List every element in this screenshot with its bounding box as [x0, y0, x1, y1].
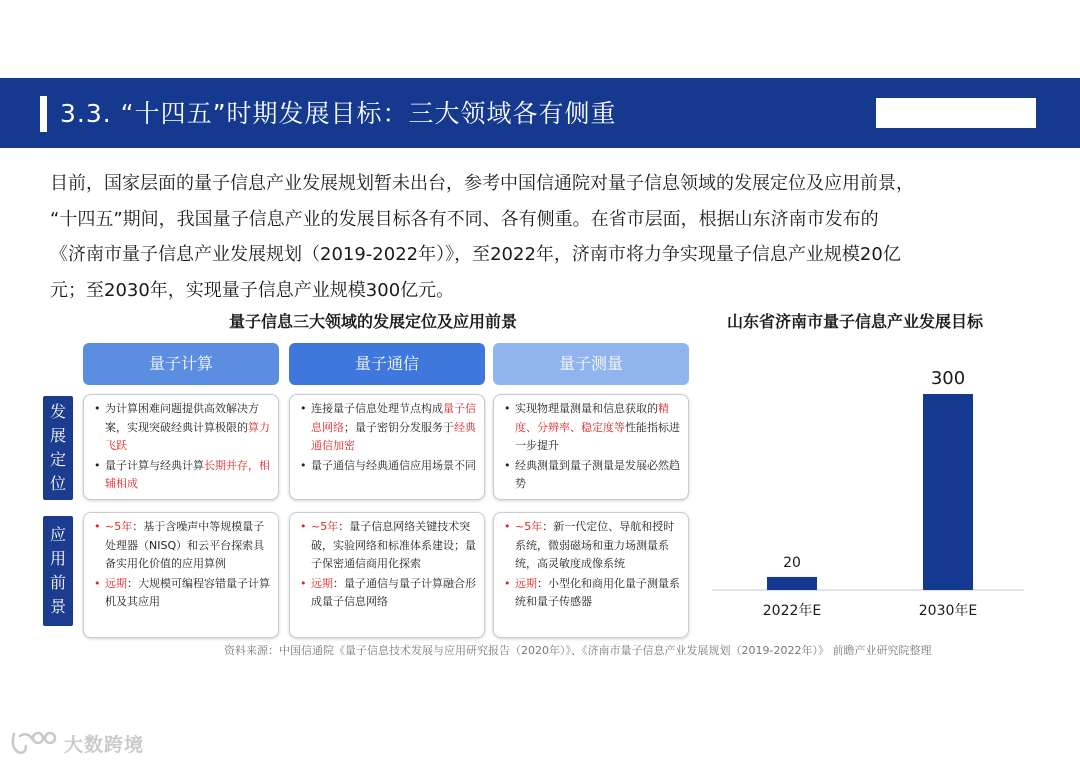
row-label-positioning	[43, 396, 73, 500]
column-header-measurement: 量子测量	[493, 343, 689, 385]
row-label-char: 定	[49, 450, 66, 469]
highlight-text: 经典通信加密	[311, 420, 476, 452]
highlight-text: 远期	[105, 576, 127, 590]
chart-bar	[923, 394, 973, 590]
bar-chart-svg	[712, 338, 1032, 628]
cell-prospects-measurement	[493, 512, 689, 638]
bullet-item: • 连接量子信息处理节点构成量子信息网络；量子密钥分发服务于经典通信加密	[300, 402, 476, 452]
bar-chart	[712, 338, 1032, 628]
column-header-communication: 量子通信	[289, 343, 485, 385]
highlight-text: 远期	[515, 576, 537, 590]
brand-logo-icon	[10, 730, 60, 756]
row-label-char: 前	[49, 573, 66, 592]
bullet-text: ：新一代定位、导航和授时系统，微弱磁场和重力场测量系统，高灵敏度成像系统	[515, 520, 675, 570]
intro-line: 目前，国家层面的量子信息产业发展规划暂未出台，参考中国信通院对量子信息领域的发展定位及应用前景，	[50, 173, 914, 194]
bullet-text: ：量子通信与量子计算融合形成量子信息网络	[311, 576, 476, 608]
bullet-text: 为计算困难问题提供高效解决方案，实现突破经典计算极限的	[105, 402, 259, 434]
data-label: 300	[930, 368, 966, 389]
bullet-item: • ~5年：基于含噪声中等规模量子处理器（NISQ）和云平台探索具备实用化价值的应用算例	[94, 520, 265, 570]
bullet-text: 性能指标进一步提升	[515, 420, 680, 452]
row-label-char: 应	[49, 525, 66, 544]
bullet-text: ；量子密钥分发服务于	[344, 420, 454, 434]
data-label: 20	[783, 554, 801, 571]
watermark-text: 大数跨境	[64, 733, 145, 756]
cell-prospects-computing	[83, 512, 279, 638]
bullet-text: 实现物理量测量和信息获取的	[515, 402, 658, 415]
bullet-item: • ~5年：量子信息网络关键技术突破，实验网络和标准体系建设；量子保密通信商用化探索	[300, 520, 476, 570]
highlight-text: 长期并存，相辅相成	[105, 458, 270, 490]
bullet-text: 经典测量到量子测量是发展必然趋势	[515, 458, 680, 490]
chart-bar	[767, 577, 817, 590]
row-label-char: 位	[49, 474, 66, 493]
matrix-title: 量子信息三大领域的发展定位及应用前景	[229, 312, 518, 331]
bullet-text: ：小型化和商用化量子测量系统和量子传感器	[515, 576, 680, 608]
cell-positioning-computing	[83, 394, 279, 500]
highlight-text: 精度、分辨率、稳定度等	[515, 402, 669, 434]
chart-title: 山东省济南市量子信息产业发展目标	[727, 312, 984, 331]
bullet-item: • 远期：小型化和商用化量子测量系统和量子传感器	[504, 576, 680, 608]
highlight-text: ~5年	[311, 520, 339, 533]
intro-line: “十四五”期间，我国量子信息产业的发展目标各有不同、各有侧重。在省市层面，根据山东济南市发布的	[50, 208, 879, 230]
bullet-text: 量子通信与经典通信应用场景不同	[311, 458, 476, 472]
x-tick-label: 2022年E	[762, 603, 822, 619]
bullet-item: • 为计算困难问题提供高效解决方案，实现突破经典计算极限的算力飞跃	[94, 402, 270, 452]
bullet-text: 量子计算与经典计算	[105, 458, 204, 472]
cell-positioning-communication	[289, 394, 485, 500]
row-label-char: 景	[49, 597, 66, 616]
row-label-char: 用	[49, 549, 66, 568]
intro-paragraph	[50, 166, 1040, 308]
highlight-text: 算力飞跃	[105, 420, 270, 452]
bullet-item: • 经典测量到量子测量是发展必然趋势	[504, 458, 680, 490]
highlight-text: 量子信息网络	[311, 402, 476, 434]
page-title: 3.3. “十四五”时期发展目标：三大领域各有侧重	[60, 99, 617, 128]
bullet-item: • 实现物理量测量和信息获取的精度、分辨率、稳定度等性能指标进一步提升	[504, 402, 680, 452]
bullet-item: • 量子通信与经典通信应用场景不同	[300, 458, 476, 472]
bullet-item: • ~5年：新一代定位、导航和授时系统，微弱磁场和重力场测量系统，高灵敏度成像系统	[504, 520, 675, 570]
intro-line: 元；至2030年，实现量子信息产业规模300亿元。	[50, 279, 455, 301]
column-header-computing: 量子计算	[83, 343, 279, 385]
highlight-text: 远期	[311, 576, 333, 590]
bullet-text: ：基于含噪声中等规模量子处理器（NISQ）和云平台探索具备实用化价值的应用算例	[105, 520, 265, 570]
row-label-char: 展	[49, 426, 66, 445]
bullet-item: • 远期：大规模可编程容错量子计算机及其应用	[94, 576, 270, 608]
highlight-text: ~5年	[105, 520, 133, 533]
bullet-item: • 远期：量子通信与量子计算融合形成量子信息网络	[300, 576, 476, 608]
bullet-text: 连接量子信息处理节点构成	[311, 402, 443, 415]
source-note: 资料来源：中国信通院《量子信息技术发展与应用研究报告（2020年）》、《济南市量子信息产业发展规划（2019-2022年）》 前瞻产业研究院整理	[224, 644, 932, 657]
bullet-item: • 量子计算与经典计算长期并存，相辅相成	[94, 458, 270, 490]
watermark	[10, 728, 144, 758]
bullet-text: ：量子信息网络关键技术突破，实验网络和标准体系建设；量子保密通信商用化探索	[311, 520, 476, 570]
bullet-text: ：大规模可编程容错量子计算机及其应用	[105, 576, 270, 608]
x-tick-label: 2030年E	[918, 603, 978, 619]
row-label-prospects	[43, 516, 73, 626]
title-accent-bar	[40, 96, 47, 132]
cell-prospects-communication	[289, 512, 485, 638]
title-logo-placeholder	[876, 98, 1036, 128]
row-label-char: 发	[49, 402, 66, 421]
highlight-text: ~5年	[515, 520, 543, 533]
intro-line: 《济南市量子信息产业发展规划（2019-2022年）》，至2022年，济南市将力争实现量子信息产业规模20亿	[50, 244, 901, 265]
cell-positioning-measurement	[493, 394, 689, 500]
